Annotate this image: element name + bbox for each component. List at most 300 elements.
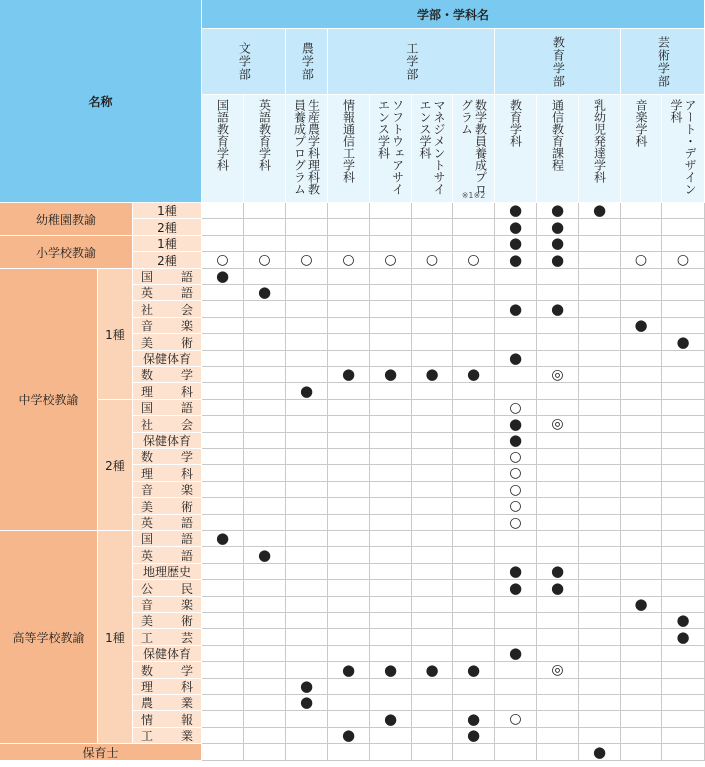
subject-text (141, 383, 193, 400)
open-circle-icon: ○ (509, 465, 522, 481)
subject-label (133, 318, 202, 334)
mark-cell (662, 400, 705, 416)
mark-cell (453, 252, 495, 269)
mark-cell (412, 285, 453, 301)
row-group-0: 幼稚園教諭 (0, 203, 133, 236)
mark-cell (370, 433, 412, 449)
subject-label (133, 465, 202, 482)
mark-cell (244, 449, 286, 465)
mark-cell (244, 728, 286, 744)
mark-cell (370, 416, 412, 433)
mark-cell (328, 301, 370, 318)
mark-cell (662, 433, 705, 449)
mark-cell (244, 400, 286, 416)
mark-cell (662, 416, 705, 433)
filled-circle-icon: ● (466, 711, 481, 728)
subject-part: 民 (180, 581, 193, 596)
mark-cell (495, 580, 537, 597)
mark-cell (286, 269, 328, 285)
subject-text (141, 482, 193, 498)
name-header: 名称 (0, 0, 202, 203)
mark-cell (662, 465, 705, 482)
subject-part: 術 (180, 499, 193, 514)
mark-cell (286, 203, 328, 219)
mark-cell (328, 597, 370, 613)
mark-cell (579, 203, 621, 219)
subject-part: 美 (141, 335, 154, 350)
mark-cell (370, 219, 412, 236)
mark-cell (537, 728, 579, 744)
mark-cell (244, 515, 286, 531)
mark-cell (412, 252, 453, 269)
mark-cell (202, 236, 244, 252)
filled-circle-icon: ● (508, 203, 523, 219)
mark-cell (453, 695, 495, 711)
mark-cell (244, 613, 286, 629)
mark-cell (621, 269, 662, 285)
mark-cell (621, 498, 662, 515)
subject-label (133, 269, 202, 285)
mark-cell (370, 449, 412, 465)
subject-label (133, 564, 202, 580)
mark-cell (495, 203, 537, 219)
subject-label (133, 482, 202, 498)
subject-part: 会 (180, 302, 193, 317)
filled-circle-icon: ● (508, 564, 523, 580)
mark-cell (286, 679, 328, 695)
mark-cell (328, 236, 370, 252)
filled-circle-icon: ● (466, 367, 481, 383)
mark-cell (328, 498, 370, 515)
mark-cell (202, 613, 244, 629)
mark-cell (453, 367, 495, 383)
subject-part: 社 (141, 302, 154, 317)
department-4 (370, 95, 412, 203)
mark-cell (537, 597, 579, 613)
mark-cell (286, 219, 328, 236)
mark-cell (412, 564, 453, 580)
faculty-label: 工学部 (404, 42, 419, 81)
mark-cell (662, 744, 705, 761)
subject-label (133, 662, 202, 679)
mark-cell (579, 285, 621, 301)
license-level: 1種 (98, 269, 133, 400)
mark-cell (202, 662, 244, 679)
filled-circle-icon: ● (341, 367, 356, 383)
faculty-0 (202, 29, 286, 95)
mark-cell (621, 416, 662, 433)
mark-cell (453, 597, 495, 613)
subject-label (133, 449, 202, 465)
mark-cell (495, 547, 537, 564)
faculty-4 (621, 29, 705, 95)
mark-cell (453, 580, 495, 597)
mark-cell (412, 646, 453, 662)
mark-cell (537, 367, 579, 383)
mark-cell (579, 613, 621, 629)
mark-cell (412, 744, 453, 761)
subject-part: 国 (141, 401, 154, 415)
mark-cell (579, 482, 621, 498)
mark-cell (202, 465, 244, 482)
mark-cell (286, 449, 328, 465)
mark-cell (537, 269, 579, 285)
mark-cell (453, 744, 495, 761)
license-level: 1種 (133, 236, 202, 252)
department-note: ※1※2 (461, 191, 486, 200)
subject-label (133, 711, 202, 728)
mark-cell (662, 367, 705, 383)
mark-cell (370, 351, 412, 367)
subject-text (141, 449, 193, 465)
department-10 (621, 95, 662, 203)
mark-cell (495, 646, 537, 662)
mark-cell (537, 564, 579, 580)
mark-cell (662, 351, 705, 367)
mark-cell (328, 367, 370, 383)
mark-cell (286, 580, 328, 597)
mark-cell (621, 580, 662, 597)
mark-cell (495, 449, 537, 465)
mark-cell (621, 400, 662, 416)
mark-cell (202, 629, 244, 646)
subject-part: 公 (141, 581, 154, 596)
subject-part: 保健体育 (142, 352, 191, 366)
mark-cell (202, 383, 244, 400)
subject-text (141, 564, 193, 580)
mark-cell (202, 580, 244, 597)
subject-part: 学 (180, 368, 193, 382)
mark-cell (286, 433, 328, 449)
mark-cell (621, 318, 662, 334)
mark-cell (537, 744, 579, 761)
mark-cell (328, 219, 370, 236)
subject-part: 報 (180, 712, 193, 727)
filled-circle-icon: ● (257, 547, 272, 564)
mark-cell (662, 662, 705, 679)
mark-cell (662, 318, 705, 334)
mark-cell (328, 433, 370, 449)
mark-cell (662, 695, 705, 711)
mark-cell (453, 236, 495, 252)
mark-cell (537, 416, 579, 433)
mark-cell (328, 613, 370, 629)
mark-cell (244, 416, 286, 433)
department-label: 数学教員養成プログラム (459, 99, 488, 195)
license-level: 2種 (133, 252, 202, 269)
subject-label (133, 613, 202, 629)
subject-text (141, 465, 193, 482)
mark-cell (453, 646, 495, 662)
mark-cell (662, 301, 705, 318)
mark-cell (202, 203, 244, 219)
mark-cell (286, 236, 328, 252)
mark-cell (495, 679, 537, 695)
subject-text (141, 728, 193, 744)
subject-part: 学 (180, 663, 193, 678)
mark-cell (621, 482, 662, 498)
mark-cell (244, 695, 286, 711)
mark-cell (286, 252, 328, 269)
mark-cell (662, 269, 705, 285)
mark-cell (495, 269, 537, 285)
mark-cell (370, 547, 412, 564)
mark-cell (412, 465, 453, 482)
mark-cell (537, 498, 579, 515)
subject-label (133, 285, 202, 301)
mark-cell (202, 744, 244, 761)
filled-circle-icon: ● (634, 597, 648, 613)
mark-cell (579, 515, 621, 531)
subject-part: 音 (141, 319, 154, 333)
mark-cell (244, 367, 286, 383)
mark-cell (202, 400, 244, 416)
subject-part: 理 (141, 680, 154, 694)
mark-cell (453, 515, 495, 531)
department-label: 乳幼児発達学科 (592, 99, 607, 183)
mark-cell (621, 515, 662, 531)
subject-part: 業 (180, 696, 193, 710)
subject-text (141, 285, 193, 301)
faculty-2 (328, 29, 495, 95)
row-group-1: 小学校教諭 (0, 236, 133, 269)
mark-cell (202, 646, 244, 662)
filled-circle-icon: ● (592, 744, 607, 761)
mark-cell (662, 646, 705, 662)
department-label: 音楽学科 (634, 99, 648, 147)
mark-cell (662, 547, 705, 564)
faculty-header: 学部・学科名 (202, 0, 705, 29)
mark-cell (495, 400, 537, 416)
mark-cell (244, 334, 286, 351)
subject-text (141, 367, 193, 383)
mark-cell (537, 334, 579, 351)
subject-part: 語 (180, 401, 193, 415)
mark-cell (370, 662, 412, 679)
mark-cell (579, 744, 621, 761)
subject-part: 語 (180, 548, 193, 563)
subject-text (141, 580, 193, 597)
subject-part: 情 (141, 712, 154, 727)
mark-cell (453, 433, 495, 449)
mark-cell (495, 301, 537, 318)
mark-cell (621, 219, 662, 236)
mark-cell (328, 416, 370, 433)
filled-circle-icon: ● (550, 252, 565, 269)
double-circle-icon: ◎ (551, 662, 564, 678)
mark-cell (202, 252, 244, 269)
mark-cell (621, 728, 662, 744)
mark-cell (370, 383, 412, 400)
mark-cell (202, 318, 244, 334)
mark-cell (453, 334, 495, 351)
mark-cell (621, 334, 662, 351)
subject-part: 英 (141, 516, 154, 530)
mark-cell (453, 269, 495, 285)
mark-cell (244, 351, 286, 367)
mark-cell (621, 695, 662, 711)
subject-text (141, 400, 193, 416)
mark-cell (495, 744, 537, 761)
subject-part: 数 (141, 368, 154, 382)
department-label: 生産農学科理科教員養成プログラム (292, 99, 321, 195)
subject-part: 英 (141, 286, 154, 300)
mark-cell (370, 318, 412, 334)
filled-circle-icon: ● (550, 301, 565, 318)
subject-text (141, 416, 193, 433)
mark-cell (244, 744, 286, 761)
mark-cell (621, 285, 662, 301)
mark-cell (495, 318, 537, 334)
subject-label (133, 498, 202, 515)
mark-cell (537, 383, 579, 400)
mark-cell (202, 367, 244, 383)
mark-cell (495, 383, 537, 400)
mark-cell (579, 219, 621, 236)
subject-text (141, 269, 193, 285)
mark-cell (453, 662, 495, 679)
mark-cell (328, 744, 370, 761)
mark-cell (286, 334, 328, 351)
mark-cell (370, 285, 412, 301)
filled-circle-icon: ● (508, 252, 523, 269)
mark-cell (579, 449, 621, 465)
mark-cell (202, 301, 244, 318)
mark-cell (286, 728, 328, 744)
mark-cell (537, 301, 579, 318)
mark-cell (328, 646, 370, 662)
subject-part: 音 (141, 598, 154, 612)
mark-cell (286, 744, 328, 761)
mark-cell (328, 285, 370, 301)
mark-cell (244, 383, 286, 400)
department-label: 国語教育学科 (215, 99, 230, 171)
filled-circle-icon: ● (592, 203, 607, 219)
mark-cell (495, 252, 537, 269)
mark-cell (286, 482, 328, 498)
subject-text (141, 629, 193, 646)
subject-part: 理 (141, 466, 154, 481)
mark-cell (286, 629, 328, 646)
subject-text (141, 433, 193, 449)
mark-cell (286, 531, 328, 547)
mark-cell (412, 334, 453, 351)
open-circle-icon: ○ (216, 252, 229, 268)
mark-cell (537, 400, 579, 416)
mark-cell (662, 334, 705, 351)
subject-part: 美 (141, 499, 154, 514)
mark-cell (621, 711, 662, 728)
mark-cell (453, 416, 495, 433)
mark-cell (621, 564, 662, 580)
mark-cell (244, 301, 286, 318)
subject-part: 科 (180, 680, 193, 694)
mark-cell (370, 203, 412, 219)
mark-cell (453, 285, 495, 301)
mark-cell (370, 564, 412, 580)
subject-text (141, 515, 193, 531)
mark-cell (286, 400, 328, 416)
mark-cell (328, 449, 370, 465)
mark-cell (495, 351, 537, 367)
mark-cell (202, 285, 244, 301)
mark-cell (370, 515, 412, 531)
mark-cell (495, 465, 537, 482)
department-label: 英語教育学科 (257, 99, 272, 171)
mark-cell (244, 564, 286, 580)
mark-cell (244, 662, 286, 679)
mark-cell (328, 695, 370, 711)
subject-text (141, 301, 193, 318)
filled-circle-icon: ● (508, 219, 523, 236)
mark-cell (202, 219, 244, 236)
filled-circle-icon: ● (550, 564, 565, 580)
open-circle-icon: ○ (509, 515, 522, 531)
mark-cell (328, 252, 370, 269)
department-9 (579, 95, 621, 203)
subject-part: 工 (141, 630, 154, 645)
mark-cell (412, 711, 453, 728)
mark-cell (412, 236, 453, 252)
filled-circle-icon: ● (215, 269, 230, 285)
mark-cell (202, 547, 244, 564)
mark-cell (412, 449, 453, 465)
mark-cell (286, 285, 328, 301)
department-6 (453, 95, 495, 203)
subject-label (133, 695, 202, 711)
mark-cell (328, 564, 370, 580)
department-label: ソフトウェアサイエンス学科 (376, 99, 405, 195)
department-7 (495, 95, 537, 203)
mark-cell (370, 465, 412, 482)
mark-cell (412, 318, 453, 334)
open-circle-icon: ○ (509, 498, 522, 514)
mark-cell (579, 695, 621, 711)
mark-cell (495, 433, 537, 449)
mark-cell (202, 564, 244, 580)
subject-part: 数 (141, 450, 154, 464)
mark-cell (495, 482, 537, 498)
mark-cell (453, 564, 495, 580)
filled-circle-icon: ● (550, 203, 565, 219)
mark-cell (453, 400, 495, 416)
mark-cell (412, 203, 453, 219)
filled-circle-icon: ● (383, 711, 398, 728)
mark-cell (495, 564, 537, 580)
subject-part: 楽 (180, 483, 193, 497)
mark-cell (453, 482, 495, 498)
mark-cell (453, 301, 495, 318)
mark-cell (662, 219, 705, 236)
subject-label (133, 416, 202, 433)
subject-label (133, 367, 202, 383)
mark-cell (412, 547, 453, 564)
subject-part: 語 (180, 516, 193, 530)
mark-cell (537, 531, 579, 547)
subject-part: 農 (141, 696, 154, 710)
mark-cell (495, 597, 537, 613)
mark-cell (328, 400, 370, 416)
mark-cell (579, 597, 621, 613)
mark-cell (328, 318, 370, 334)
mark-cell (370, 400, 412, 416)
mark-cell (328, 351, 370, 367)
mark-cell (662, 515, 705, 531)
open-circle-icon: ○ (676, 252, 690, 268)
subject-label (133, 383, 202, 400)
mark-cell (495, 662, 537, 679)
mark-cell (328, 515, 370, 531)
